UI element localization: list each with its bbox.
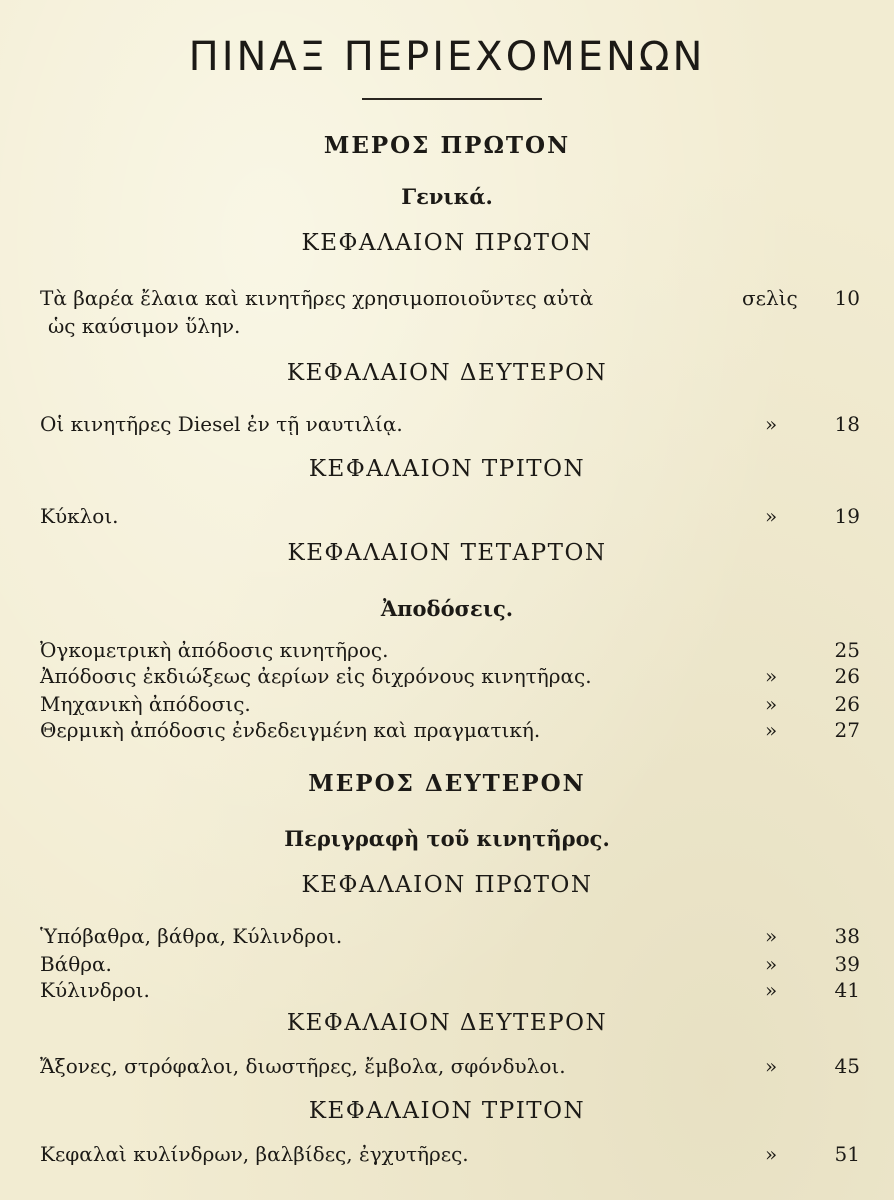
- toc-entry: [40, 922, 860, 950]
- page-number: 10: [834, 286, 860, 310]
- toc-entry: [40, 284, 860, 340]
- page-number: 26: [834, 692, 860, 716]
- ditto-mark: »: [765, 1054, 778, 1078]
- page-number: 26: [834, 664, 860, 688]
- chapter-heading: ΚΕΦΑΛΑΙΟΝ ΤΕΤΑΡΤΟΝ: [287, 540, 607, 566]
- entry-text: Βάθρα.: [40, 952, 112, 976]
- entry-text: Κύλινδροι.: [40, 978, 150, 1002]
- chapter-heading: ΚΕΦΑΛΑΙΟΝ ΔΕΥΤΕΡΟΝ: [286, 360, 608, 386]
- title-rule: [362, 98, 542, 100]
- page-number: 45: [834, 1054, 860, 1078]
- toc-entry: [40, 950, 860, 978]
- entry-text: Οἱ κινητῆρες Diesel ἐν τῇ ναυτιλίᾳ.: [40, 412, 403, 436]
- chapter-heading: ΚΕΦΑΛΑΙΟΝ ΠΡΩΤΟΝ: [301, 230, 593, 256]
- toc-entry: [40, 976, 860, 1004]
- chapter-heading: ΚΕΦΑΛΑΙΟΝ ΠΡΩΤΟΝ: [301, 872, 593, 898]
- entry-text: Κύκλοι.: [40, 504, 119, 528]
- ditto-mark: »: [765, 924, 778, 948]
- page-number: 51: [834, 1142, 860, 1166]
- page-title: ΠΙΝΑΞ ΠΕΡΙΕΧΟΜΕΝΩΝ: [188, 34, 706, 80]
- toc-entry: [40, 662, 860, 690]
- toc-entry: [40, 410, 860, 438]
- entry-text: Μηχανικὴ ἀπόδοσις.: [40, 692, 251, 716]
- ditto-mark: »: [765, 412, 778, 436]
- toc-entry: [40, 636, 860, 664]
- toc-entry: [40, 690, 860, 718]
- part-two-heading: ΜΕΡΟΣ ΔΕΥΤΕΡΟΝ: [308, 770, 586, 797]
- part-one-subtitle: Γενικά.: [401, 184, 493, 209]
- entry-text: Θερμικὴ ἀπόδοσις ἐνδεδειγμένη καὶ πραγματική.: [40, 718, 541, 742]
- page-number: 19: [834, 504, 860, 528]
- toc-entry: [40, 1140, 860, 1168]
- page-number: 27: [834, 718, 860, 742]
- toc-entry: [40, 1052, 860, 1080]
- page-number: 38: [834, 924, 860, 948]
- ditto-mark: »: [765, 978, 778, 1002]
- toc-entry: [40, 502, 860, 530]
- entry-text: Ἀπόδοσις ἐκδιώξεως ἀερίων εἰς διχρόνους κινητῆρας.: [40, 664, 592, 688]
- chapter-heading: ΚΕΦΑΛΑΙΟΝ ΤΡΙΤΟΝ: [308, 1098, 586, 1124]
- part-two-subtitle: Περιγραφὴ τοῦ κινητῆρος.: [284, 826, 610, 851]
- chapter-heading: ΚΕΦΑΛΑΙΟΝ ΤΡΙΤΟΝ: [308, 456, 586, 482]
- page-number: 25: [834, 638, 860, 662]
- entry-text: Τὰ βαρέα ἔλαια καὶ κινητῆρες χρησιμοποιοῦντες αὐτὰ: [40, 286, 594, 310]
- chapter-heading: ΚΕΦΑΛΑΙΟΝ ΔΕΥΤΕΡΟΝ: [286, 1010, 608, 1036]
- chapter-subtitle: Ἀποδόσεις.: [380, 596, 514, 621]
- ditto-mark: »: [765, 504, 778, 528]
- ditto-mark: »: [765, 952, 778, 976]
- page-number: 39: [834, 952, 860, 976]
- toc-entry: [40, 716, 860, 744]
- entry-text: Ὀγκομετρικὴ ἀπόδοσις κινητῆρος.: [40, 638, 389, 662]
- entry-text-continued: ὡς καύσιμον ὕλην.: [48, 314, 241, 338]
- ditto-mark: »: [765, 718, 778, 742]
- entry-text: Ὑπόβαθρα, βάθρα, Κύλινδροι.: [40, 924, 343, 948]
- ditto-mark: »: [765, 692, 778, 716]
- entry-text: Ἄξονες, στρόφαλοι, διωστῆρες, ἔμβολα, σφόνδυλοι.: [40, 1054, 566, 1078]
- part-one-heading: ΜΕΡΟΣ ΠΡΩΤΟΝ: [323, 132, 571, 159]
- entry-text: Κεφαλαὶ κυλίνδρων, βαλβίδες, ἐγχυτῆρες.: [40, 1142, 469, 1166]
- page-label: σελὶς: [742, 286, 798, 310]
- page-number: 41: [834, 978, 860, 1002]
- ditto-mark: »: [765, 664, 778, 688]
- ditto-mark: »: [765, 1142, 778, 1166]
- page-number: 18: [834, 412, 860, 436]
